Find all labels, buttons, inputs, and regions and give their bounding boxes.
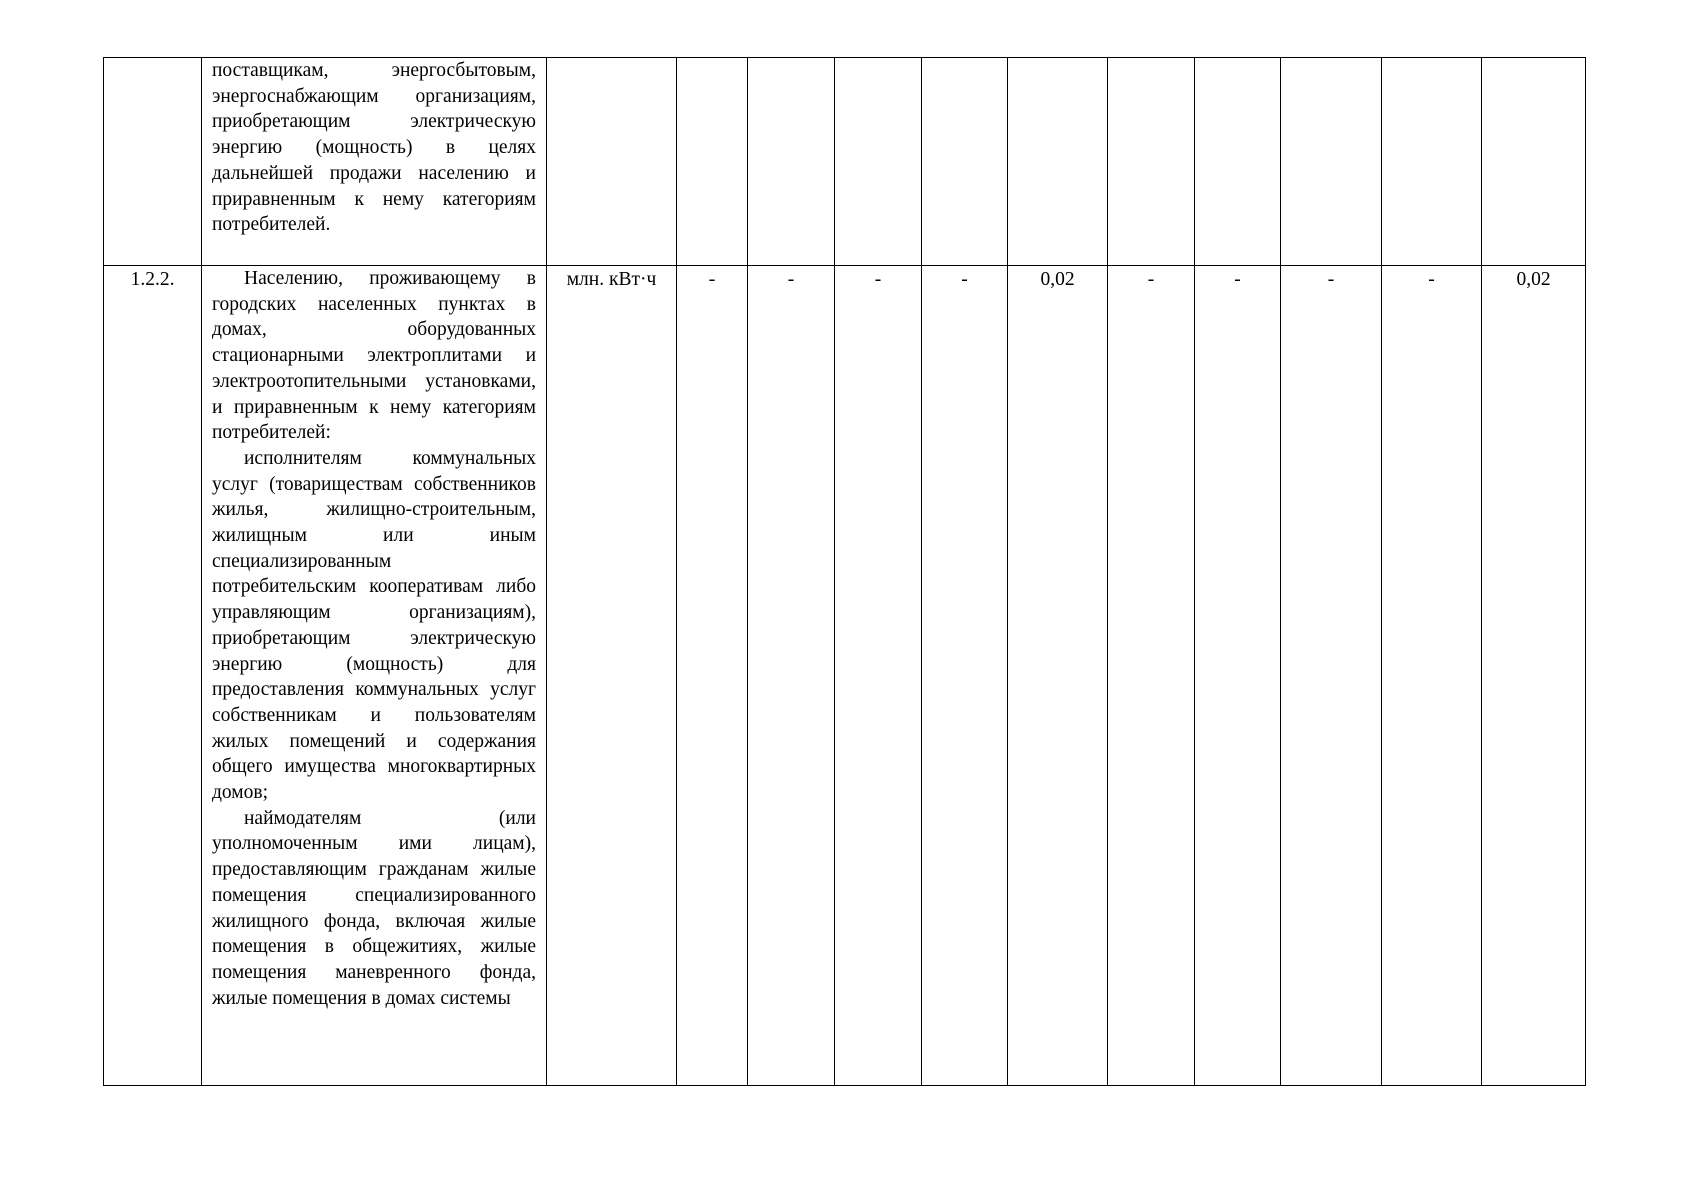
value-cell	[1482, 58, 1586, 266]
value-cell	[1108, 58, 1195, 266]
table-row	[104, 266, 1586, 1086]
value-cell	[835, 58, 922, 266]
description-paragraph: исполнителям коммунальных услуг (товариществам собственников жилья, жилищно-строительным, жилищным или иным специализированным потребительским кооперативам либо управляющим организациям), приобретающим электрическую энергию (мощность) для предоставления коммунальных услуг собственникам и пользователям жилых помещений и содержания общего имущества многоквартирных домов;	[212, 447, 536, 804]
value-cell: 0,02	[1482, 266, 1586, 1086]
unit-cell	[547, 58, 677, 266]
value-cell	[748, 58, 835, 266]
row-description-cell	[202, 58, 547, 266]
value-cell: -	[748, 266, 835, 1086]
tariff-volume-table	[103, 57, 1586, 1086]
description-paragraph: поставщикам, энергосбытовым, энергоснабжающим организациям, приобретающим электрическую энергию (мощность) в целях дальнейшей продажи населению и приравненным к нему категориям потребителей.	[212, 60, 536, 236]
value-cell: -	[922, 266, 1008, 1086]
value-cell: -	[677, 266, 748, 1086]
row-number-cell	[104, 58, 202, 266]
description-paragraph: наймодателям (или уполномоченным ими лицам), предоставляющим гражданам жилые помещения специализированного жилищного фонда, включая жилые помещения в общежитиях, жилые помещения маневренного фонда, жилые помещения в домах системы	[212, 807, 536, 1009]
value-cell: -	[835, 266, 922, 1086]
unit-cell: млн. кВт·ч	[547, 266, 677, 1086]
value-cell	[1008, 58, 1108, 266]
value-cell	[922, 58, 1008, 266]
value-cell	[677, 58, 748, 266]
table-row	[104, 58, 1586, 266]
value-cell: -	[1382, 266, 1482, 1086]
value-cell: 0,02	[1008, 266, 1108, 1086]
value-cell: -	[1108, 266, 1195, 1086]
value-cell: -	[1281, 266, 1382, 1086]
value-cell	[1195, 58, 1281, 266]
description-paragraph: Населению, проживающему в городских населенных пунктах в домах, оборудованных стационарными электроплитами и электроотопительными установками, и приравненным к нему категориям потребителей:	[212, 268, 536, 444]
value-cell: -	[1195, 266, 1281, 1086]
row-description-cell	[202, 266, 547, 1086]
value-cell	[1382, 58, 1482, 266]
value-cell	[1281, 58, 1382, 266]
row-number-cell: 1.2.2.	[104, 266, 202, 1086]
